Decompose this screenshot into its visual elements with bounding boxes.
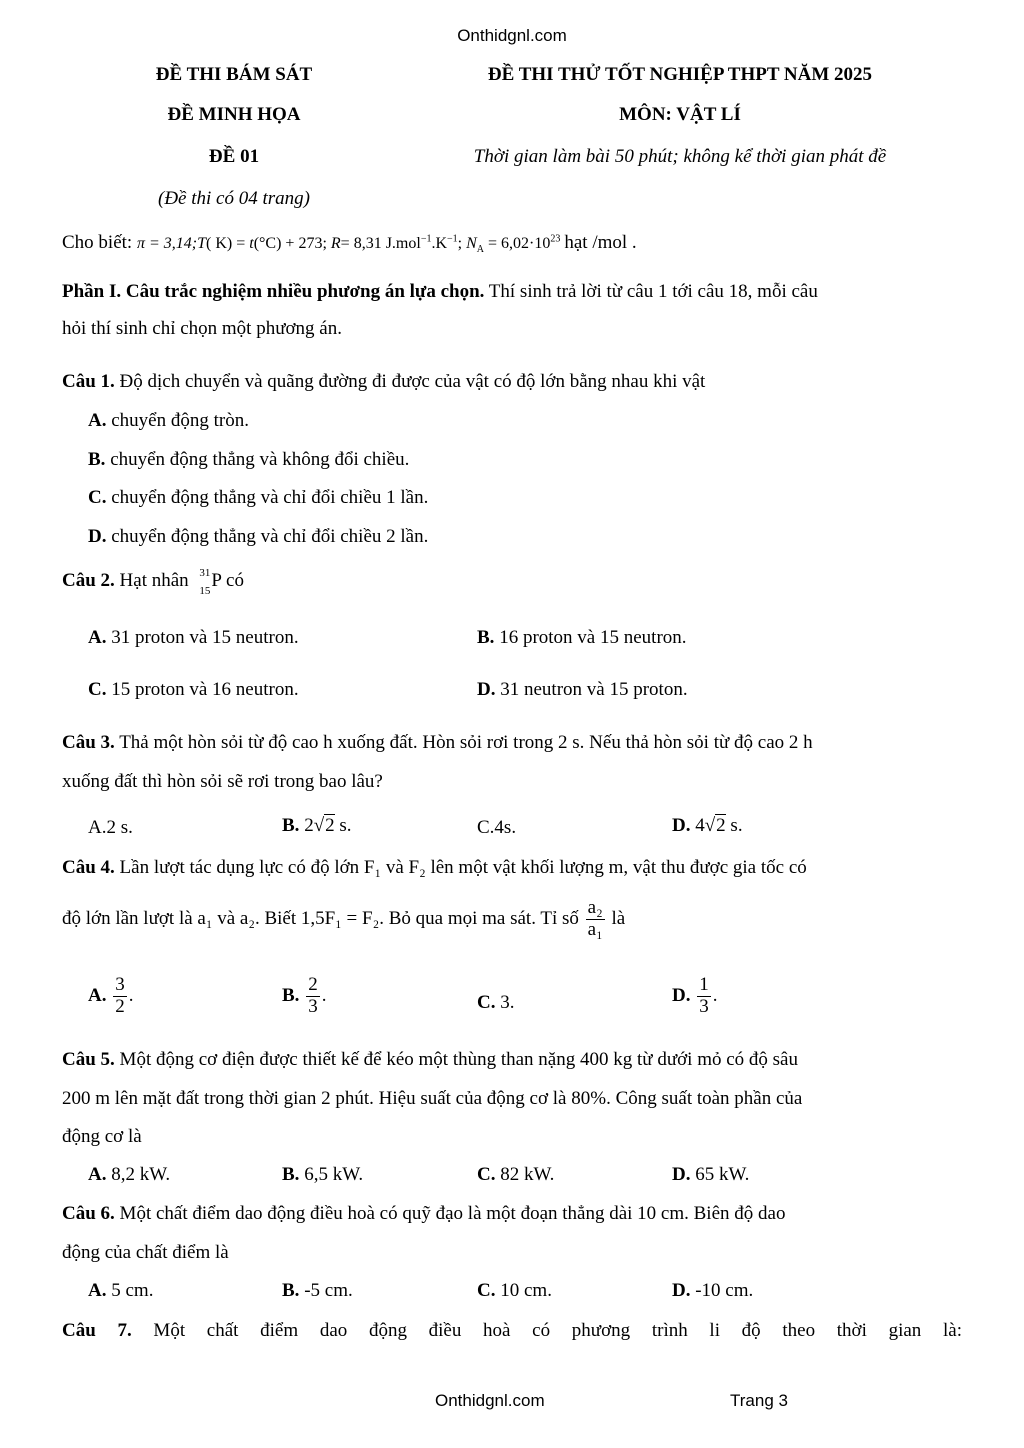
q1-option-c[interactable] [88, 487, 428, 509]
option-key: C. [477, 1164, 496, 1185]
option-key: A. [88, 1280, 107, 1301]
option-key: B. [282, 815, 300, 836]
option-key: B. [477, 627, 495, 648]
question-text: Một động cơ điện được thiết kế để kéo một thùng than nặng 400 kg từ dưới mỏ có độ sâu [114, 1049, 798, 1070]
fraction-denominator: 3 [308, 995, 318, 1017]
option-text: 6,5 kW. [299, 1164, 364, 1185]
option-key: D. [672, 1280, 691, 1301]
q5-option-a[interactable] [88, 1164, 170, 1186]
q6-option-c[interactable] [477, 1280, 552, 1302]
radicand: 2 [325, 815, 335, 836]
option-key: A. [88, 410, 107, 431]
fraction-numerator: 1 [699, 974, 709, 995]
given-constants [62, 232, 637, 255]
q4-option-a[interactable]: A. $\frac{3}{2}$ . [88, 974, 134, 1017]
option-text: chuyển động thẳng và không đổi chiều. [105, 449, 410, 470]
q4-option-c[interactable] [477, 992, 514, 1014]
part1-desc-line1: Thí sinh trả lời từ câu 1 tới câu 18, mỗi câu [484, 281, 818, 302]
unit: s. [334, 815, 352, 836]
page-number: Trang 3 [730, 1391, 788, 1410]
atomic-number: 15 [199, 584, 211, 597]
option-key: C. [477, 1280, 496, 1301]
temp-celsius: (°C) + 273; [253, 235, 327, 252]
q4-line2 [62, 898, 625, 941]
ratio-fraction [586, 898, 605, 941]
coefficient: 4 [695, 815, 705, 836]
option-text: 31 neutron và 15 proton. [495, 679, 688, 700]
element-symbol: P [211, 570, 222, 591]
gas-constant-unit: .K [431, 235, 448, 252]
option-text: chuyển động tròn. [106, 410, 249, 431]
page-count-note: (Đề thi có 04 trang) [158, 188, 310, 209]
option-fraction [113, 975, 127, 1018]
gas-constant-value: = 8,31 J.mol [340, 235, 421, 252]
nuclide-notation [193, 566, 211, 597]
question-6 [62, 1203, 785, 1225]
given-label: Cho biết: [62, 232, 133, 253]
option-text: -5 cm. [299, 1280, 353, 1301]
option-text: 8,2 kW. [106, 1164, 171, 1185]
question-text: Lần lượt tác dụng lực có độ lớn F₁ và F₂ lên một vật khối lượng m, vật thu được gia tốc có [114, 857, 807, 878]
option-text: chuyển động thẳng và chỉ đổi chiều 2 lần. [106, 526, 429, 547]
question-text: Độ dịch chuyển và quãng đường đi được của vật có độ lớn bằng nhau khi vật [114, 371, 706, 392]
part1-title: Phần I. Câu trắc nghiệm nhiều phương án lựa chọn. [62, 281, 485, 302]
constants-formula: π = 3,14;T( K) = t(°C) + 273; R= 8,31 $J.mol^{-1}.K^{-1}$; $N_A = 6,02\cdot 10^{23}$ [136, 233, 561, 256]
q2-option-b[interactable] [477, 627, 687, 649]
q6-option-a[interactable] [88, 1280, 153, 1302]
q5-line2: 200 m lên mặt đất trong thời gian 2 phút. Hiệu suất của động cơ là 80%. Công suất toàn phần của [62, 1088, 803, 1109]
gas-constant-exp1: −1 [420, 233, 432, 245]
option-text: 5 cm. [106, 1280, 154, 1301]
exam-title: ĐỀ THI THỬ TỐT NGHIỆP THPT NĂM 2025 [487, 64, 873, 85]
question-label: Câu 4. [62, 857, 115, 878]
question-5 [62, 1049, 798, 1071]
option-text: chuyển động thẳng và chỉ đổi chiều 1 lần. [106, 487, 429, 508]
option-fraction [306, 975, 320, 1018]
option-key: B. [282, 1164, 300, 1185]
avogadro-value: = 6,02·10 [488, 235, 551, 252]
option-key: D. [672, 984, 691, 1006]
option-text: 10 cm. [495, 1280, 552, 1301]
option-key: A. [88, 627, 107, 648]
fraction-numerator: a₂ [587, 897, 603, 918]
option-text: 15 proton và 16 neutron. [106, 679, 299, 700]
gas-constant-symbol: R [330, 235, 341, 252]
question-1 [62, 371, 705, 393]
option-key: D. [88, 526, 107, 547]
q5-line3: động cơ là [62, 1126, 142, 1147]
q3-option-c[interactable]: C.4s. [477, 817, 517, 838]
time-limit: Thời gian làm bài 50 phút; không kể thời gian phát đề [473, 146, 887, 167]
question-text: Thả một hòn sỏi từ độ cao h xuống đất. Hòn sỏi rơi trong 2 s. Nếu thả hòn sỏi từ độ cao 2 h [114, 732, 813, 753]
temp-kelvin-symbol: T [197, 235, 206, 252]
question-2 [62, 566, 244, 597]
q6-option-d[interactable] [672, 1280, 753, 1302]
q5-option-b[interactable] [282, 1164, 363, 1186]
radicand: 2 [716, 815, 726, 836]
q3-option-a[interactable]: A.2 s. [88, 817, 133, 838]
q1-option-a[interactable] [88, 410, 249, 432]
option-text: 16 proton và 15 neutron. [494, 627, 687, 648]
gas-constant-exp2: −1 [447, 233, 458, 245]
exam-reference: ĐỀ MINH HỌA [167, 104, 301, 125]
option-key: A. [88, 984, 107, 1006]
q2-option-a[interactable] [88, 627, 299, 649]
coefficient: 2 [304, 815, 314, 836]
option-key: B. [282, 984, 300, 1006]
part1-heading [62, 281, 818, 303]
question-label: Câu 2. [62, 570, 115, 591]
option-key: C. [88, 487, 107, 508]
footer-site: Onthidgnl.com [435, 1391, 545, 1410]
subject: MÔN: VẬT LÍ [619, 104, 741, 125]
question-label: Câu 1. [62, 371, 115, 392]
question-3 [62, 732, 813, 754]
avogadro-unit: hạt /mol . [564, 232, 637, 253]
pi-value: π = 3,14; [136, 235, 198, 252]
q5-option-d[interactable] [672, 1164, 749, 1186]
option-key: B. [282, 1280, 300, 1301]
option-key: C. [88, 679, 107, 700]
q6-line2: động của chất điểm là [62, 1242, 229, 1263]
q2-option-d[interactable] [477, 679, 688, 701]
question-text: Một chất điểm dao động điều hoà có phương trình li độ theo thời gian là: [131, 1320, 962, 1341]
option-text: 65 kW. [690, 1164, 750, 1185]
mass-number: 31 [199, 566, 211, 579]
option-key: D. [672, 1164, 691, 1185]
q4-option-b[interactable]: B. $\frac{2}{3}$ . [282, 974, 327, 1017]
question-text: Một chất điểm dao động điều hoà có quỹ đạo là một đoạn thẳng dài 10 cm. Biên độ dao [114, 1203, 786, 1224]
fraction-denominator: a₁ [587, 918, 603, 940]
exam-code: ĐỀ 01 [208, 146, 260, 167]
q1-option-b[interactable] [88, 449, 409, 471]
question-4 [62, 857, 807, 879]
option-text: 82 kW. [495, 1164, 555, 1185]
fraction-denominator: 3 [699, 995, 709, 1017]
temp-celsius-symbol: t [249, 235, 254, 252]
part1-desc-line2: hỏi thí sinh chỉ chọn một phương án. [62, 318, 342, 339]
fraction-numerator: 3 [115, 974, 125, 995]
exam-type: ĐỀ THI BÁM SÁT [155, 64, 313, 85]
option-text: -10 cm. [690, 1280, 754, 1301]
q2-option-c[interactable] [88, 679, 299, 701]
question-label: Câu 7. [62, 1320, 132, 1341]
site-header: Onthidgnl.com [457, 26, 567, 45]
temp-kelvin: ( K) = [206, 235, 246, 252]
option-key: C. [477, 992, 496, 1013]
avogadro-symbol: N [466, 235, 477, 252]
option-key: D. [477, 679, 496, 700]
option-text: 3. [495, 992, 515, 1013]
q1-option-d[interactable] [88, 526, 428, 548]
option-key: B. [88, 449, 106, 470]
question-label: Câu 6. [62, 1203, 115, 1224]
q3-line2: xuống đất thì hòn sỏi sẽ rơi trong bao lâu? [62, 771, 383, 792]
fraction-denominator: 2 [115, 995, 125, 1017]
q4-option-d[interactable]: D. $\frac{1}{3}$ . [672, 974, 718, 1017]
option-text: 31 proton và 15 neutron. [106, 627, 299, 648]
option-key: D. [672, 815, 691, 836]
fraction-numerator: 2 [308, 974, 318, 995]
question-text-end: là [606, 907, 626, 929]
q5-option-c[interactable] [477, 1164, 554, 1186]
question-label: Câu 5. [62, 1049, 115, 1070]
q3-option-d[interactable]: D. 4√2 s. [672, 815, 743, 836]
avogadro-exp: 23 [550, 233, 561, 245]
question-text: Hạt nhân [114, 570, 194, 591]
question-7 [62, 1320, 962, 1342]
avogadro-sub: A [476, 244, 485, 256]
question-text-end: có [221, 570, 244, 591]
unit: s. [725, 815, 743, 836]
question-text: độ lớn lần lượt là a₁ và a₂. Biết 1,5F₁ = F₂. Bỏ qua mọi ma sát. Tỉ số [62, 907, 579, 929]
q6-option-b[interactable] [282, 1280, 353, 1302]
option-key: A. [88, 1164, 107, 1185]
question-label: Câu 3. [62, 732, 115, 753]
q3-option-b[interactable]: B. 2√2 s. [282, 815, 352, 836]
option-fraction [697, 975, 711, 1018]
